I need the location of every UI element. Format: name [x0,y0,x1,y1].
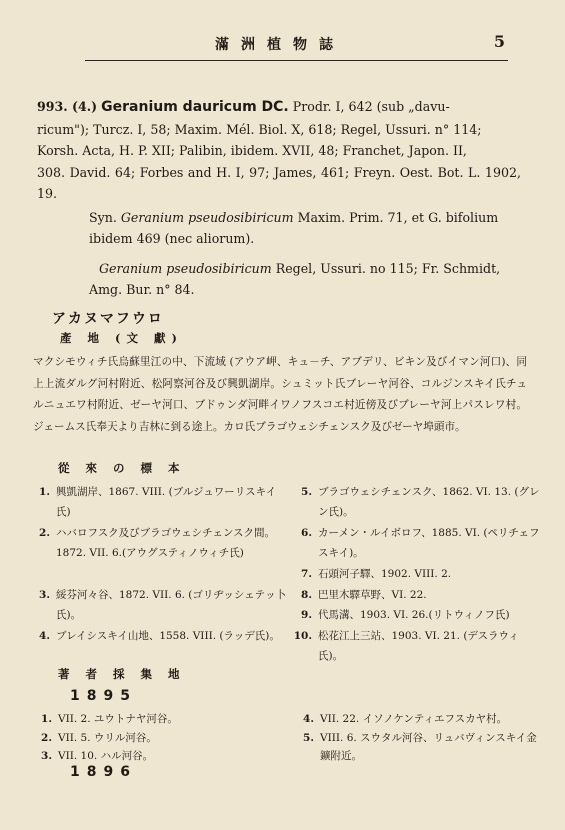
specimen-text: 興凱湖岸、1867. VIII. (ブルジュワーリスキイ氏) [56,486,277,519]
species-citation [37,96,521,301]
specimen-item [290,626,540,667]
species-name: Geranium dauricum DC. [101,99,289,115]
collection-year-1: 1895 [70,688,137,704]
collection-text: VII. 22. イソノケンティエフスカヤ村。 [320,713,508,725]
synonym-2-name: Geranium pseudosibiricum [99,260,272,276]
japanese-name: アカヌマフウロ [52,311,164,327]
synonym-2 [89,258,521,301]
specimen-number: 2. [39,527,50,539]
header-rule [85,60,508,61]
citation-line-3: Korsh. Acta, H. P. XII; Palibin, ibidem. XVII, 48; Franchet, Japon. II, [37,143,467,158]
synonym-1-name: Geranium pseudosibiricum [120,209,294,225]
collection-left-column [22,710,282,766]
synonym-2-cont: Amg. Bur. n° 84. [89,282,195,297]
collection-number: 5. [303,731,314,744]
collection-text: VII. 2. ユウトナヤ河谷。 [58,713,178,725]
collection-item [284,729,540,766]
running-head [85,34,505,56]
synonym-label: Syn. [89,209,117,225]
specimens-right-column [290,482,540,667]
collection-number: 2. [41,731,52,744]
synonym-1-cont: ibidem 469 (nec aliorum). [89,231,255,246]
locality-paragraph: マクシモウィチ氏烏蘇里江の中、下流域 (アウア岬、キュ－チ、アブデリ、ビキン及びイマン河口)、同上上流ダルグ河村附近、松阿察河谷及び興凱湖岸。シュミット氏ブレーヤ河谷、コルジンスキイ氏チュルニュエワ村附近、ゼーヤ河口、ブドゥンダ河畔イワノフスコエ村近傍及びブレーヤ河上パスレワ村。ジェームス氏奉天より吉林に到る途上。カロ氏ブラゴウェシチェンスク及びゼーヤ埠頭市。 [33,356,527,433]
synonym-1-ref: Maxim. Prim. 71, et G. bifolium [297,209,499,225]
page-number: 5 [493,32,505,51]
synonym-1 [89,207,521,250]
collection-heading: 著 者 採 集 地 [58,667,186,681]
specimen-number: 7. [301,568,312,580]
specimen-text: 巴里木驛草野、VI. 22. [318,588,427,601]
specimen-item [28,482,290,523]
specimen-item [28,523,290,585]
collection-item [22,747,282,766]
specimen-text: ハバロフスク及びブラゴウェシチェンスク間。1872. VII. 6.(アウグスティノウィチ氏) [56,527,276,560]
synonym-2-ref: Regel, Ussuri. no 115; Fr. Schmidt, [275,260,501,276]
specimen-number: 3. [39,589,50,601]
specimen-text: ブレイシスキイ山地、1558. VIII. (ラッデ氏)。 [56,630,280,642]
collection-number: 1. [41,713,52,725]
specimen-item [290,564,540,585]
specimen-item [290,482,540,523]
specimen-number: 4. [39,630,50,642]
specimen-number: 10. [293,629,312,642]
specimen-text: 松花江上三站、1903. VI. 21. (デスラウィ氏)。 [318,629,519,662]
specimen-item [290,523,540,564]
collection-text: VII. 10. ハル河谷。 [58,750,154,762]
collection-text: VIII. 6. スウタル河谷、リュバヴィンスキイ金鑛附近。 [320,731,537,762]
specimen-text: 代馬溝、1903. VI. 26.(リトウィノフ氏) [318,609,510,621]
collection-item [22,710,282,729]
collection-number: 3. [41,750,52,762]
citation-line-4: 308. David. 64; Forbes and H. I, 97; James, 461; Freyn. Oest. Bot. L. 1902, 19. [37,164,521,201]
specimen-item [28,626,290,667]
specimen-item [28,585,290,626]
specimen-text: 綏芬河々谷、1872. VII. 6. (ゴリヂッシェテッ卜氏)。 [56,589,287,622]
running-title: 滿洲植物誌 [215,37,345,53]
specimen-text: 石頭河子驛、1902. VIII. 2. [318,568,452,580]
citation-line-2: ricum"); Turcz. I, 58; Maxim. Mél. Biol. X, 618; Regel, Ussuri. n° 114; [37,121,482,137]
specimen-number: 5. [301,486,312,498]
locality-text [33,352,527,438]
citation-line-1 [37,96,521,119]
collection-right-column [284,710,540,766]
specimens-heading: 從 來 の 標 本 [58,461,186,475]
specimen-number: 9. [301,609,312,621]
collection-text: VII. 5. ウリル河谷。 [58,731,157,744]
specimen-item [290,585,540,606]
species-number: 993. (4.) [37,99,98,114]
specimen-text: カーメン・ルイボロフ、1885. VI. (ペリチェフスキイ)。 [318,527,540,560]
citation-ref-1: Prodr. I, 642 (sub „davu- [292,99,450,114]
specimen-number: 1. [39,486,50,498]
specimen-number: 8. [301,588,312,601]
collection-item [22,729,282,748]
collection-item [284,710,540,729]
specimen-text: ブラゴウェシチェンスク、1862. VI. 13. (グレン氏)。 [318,486,540,519]
locality-heading: 產 地 (文 獻) [60,331,183,345]
specimen-item [290,605,540,626]
collection-number: 4. [303,713,314,725]
specimen-number: 6. [301,527,312,539]
specimens-left-column [28,482,290,667]
collection-year-2: 1896 [70,764,137,780]
